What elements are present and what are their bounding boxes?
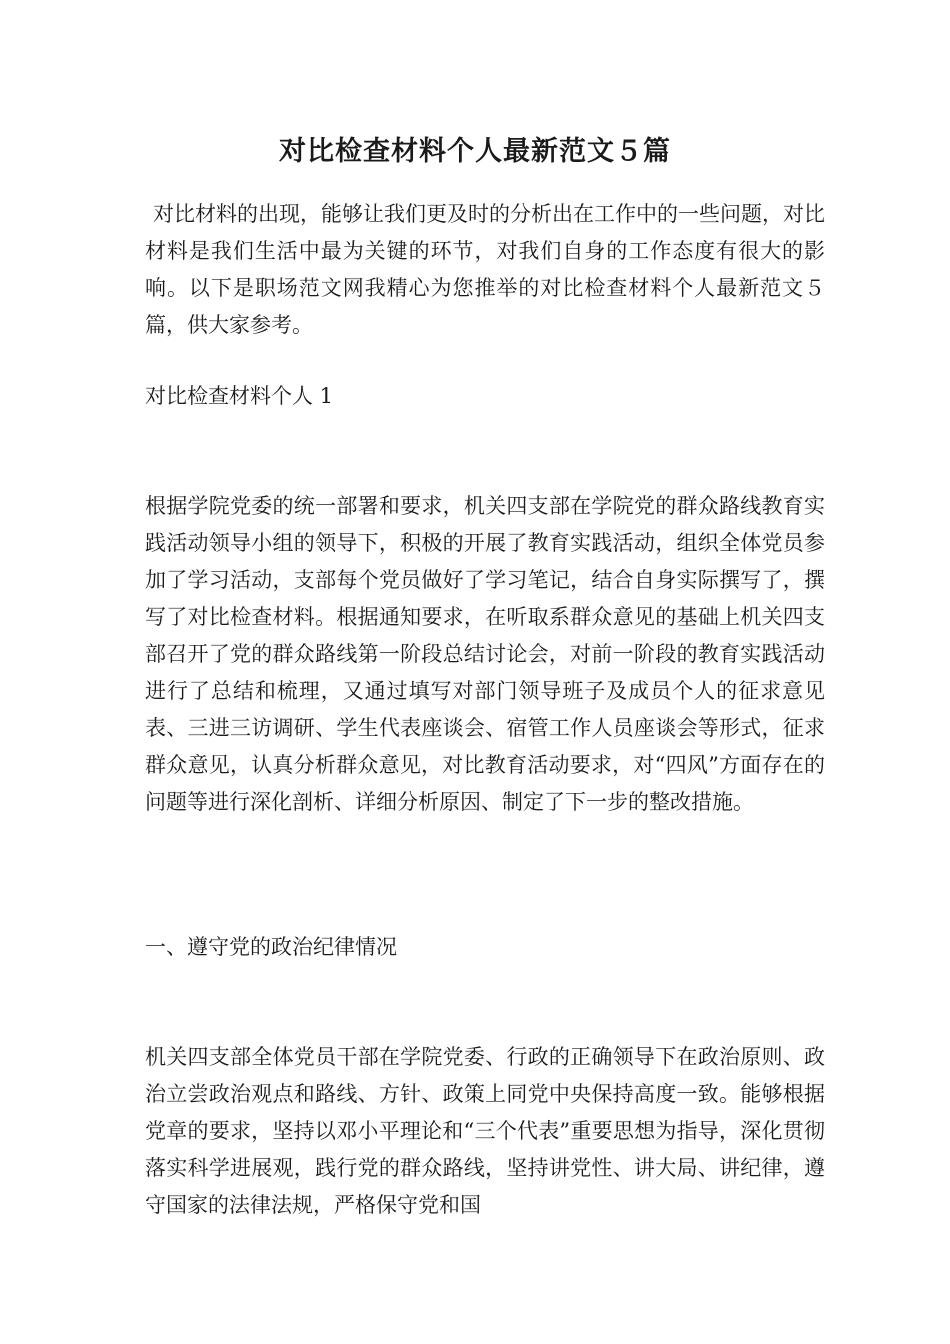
section-2-paragraph: 机关四支部全体党员干部在学院党委、行政的正确领导下在政治原则、政治立尝政治观点和路线、方针、政策上同党中央保持高度一致。能够根据党章的要求，坚持以邓小平理论和“三个代表”重要思想为指导，深化贯彻落实科学进展观，践行党的群众路线，坚持讲党性、讲大局、讲纪律，遵守国家的法律法规，严格保守党和国 <box>145 1045 825 1217</box>
section-1-paragraph: 根据学院党委的统一部署和要求，机关四支部在学院党的群众路线教育实践活动领导小组的领导下，积极的开展了教育实践活动，组织全体党员参加了学习活动，支部每个党员做好了学习笔记，结合自身实际撰写了，撰写了对比检查材料。根据通知要求，在听取系群众意见的基础上机关四支部召开了党的群众路线第一阶段总结讨论会，对前一阶段的教育实践活动进行了总结和梳理，又通过填写对部门领导班子及成员个人的征求意见表、三进三访调研、学生代表座谈会、宿管工作人员座谈会等形式，征求群众意见，认真分析群众意见，对比教育活动要求，对“四风”方面存在的问题等进行深化剖析、详细分析原因、制定了下一步的整改措施。 <box>145 494 825 814</box>
section-1-heading: 对比检查材料个人 1 <box>145 384 334 408</box>
intro-paragraph: 对比材料的出现，能够让我们更及时的分析出在工作中的一些问题，对比材料是我们生活中最为关键的环节，对我们自身的工作态度有很大的影响。以下是职场范文网我精心为您推举的对比检查材料个人最新范文５篇，供大家参考。 <box>145 202 825 337</box>
document-title: 对比检查材料个人最新范文５篇 <box>279 136 671 167</box>
section-2-heading: 一、遵守党的政治纪律情况 <box>145 935 397 959</box>
